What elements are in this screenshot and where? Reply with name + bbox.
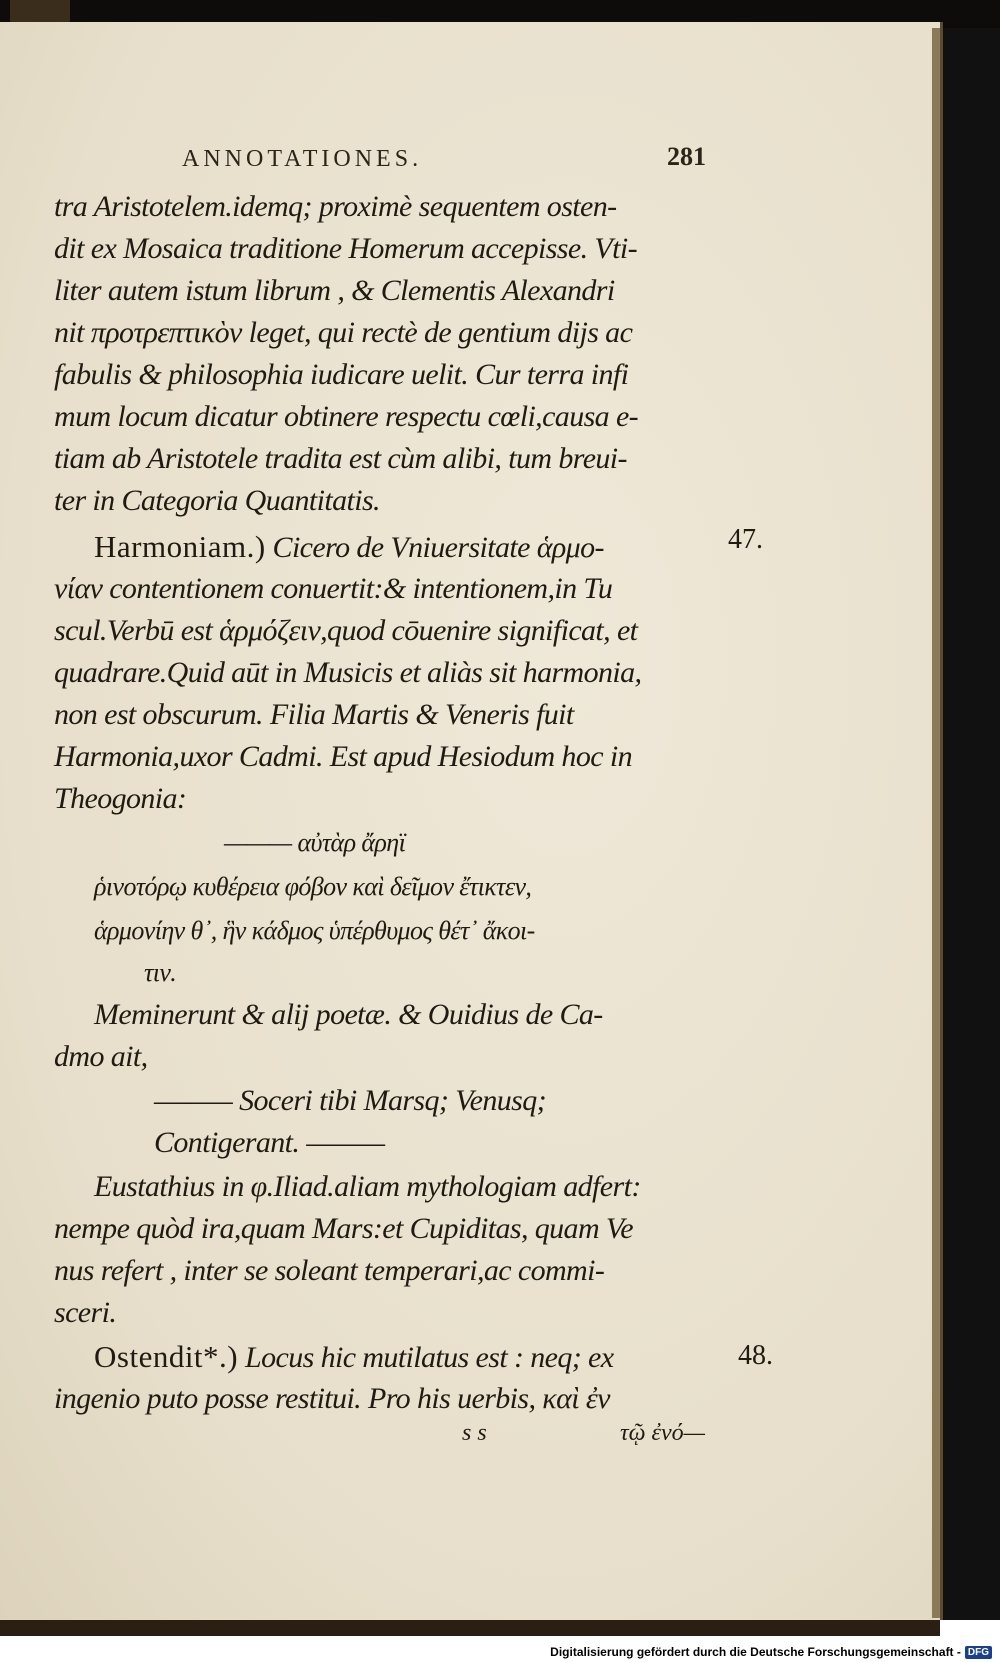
text-line: ter in Categoria Quantitatis. <box>54 484 380 517</box>
running-head: ANNOTATIONES. <box>182 146 423 172</box>
text-line: sceri. <box>54 1296 117 1329</box>
text-line: ingenio puto posse restitui. Pro his uerbis, καὶ ἐν <box>54 1382 610 1415</box>
text-line: liter autem istum librum , & Clementis Alexandri <box>54 274 615 307</box>
text-line: nus refert , inter se soleant temperari,ac commi- <box>54 1254 605 1287</box>
dfg-logo-icon: DFG <box>965 1646 992 1659</box>
greek-verse: ἁρμονίην θ᾽, ἣν κάδμος ὑπέρθυμος θέτ᾽ ἄκοι- <box>94 916 535 945</box>
greek-verse: ῥινοτόρῳ κυθέρεια φόβον καὶ δεῖμον ἔτικτεν, <box>94 872 532 901</box>
text-span: Cicero de Vniuersitate ἁρμο- <box>265 531 604 564</box>
text-span: Locus hic mutilatus est : neq; ex <box>238 1341 614 1374</box>
greek-verse: τιν. <box>144 958 177 987</box>
text-line: dmo ait, <box>54 1040 148 1073</box>
greek-verse: ——— αὐτὰρ ἄρηϊ <box>224 828 406 857</box>
signature-mark: s s <box>462 1420 487 1446</box>
scan-bottom-edge <box>0 1620 940 1636</box>
text-line: nit προτρεπτικὸν leget, qui rectè de gentium dijs ac <box>54 316 633 349</box>
page-number: 281 <box>667 142 706 171</box>
ostendit-first-line <box>94 1336 718 1379</box>
text-line: nempe quòd ira,quam Mars:et Cupiditas, quam Ve <box>54 1212 634 1245</box>
text-line: Theogonia: <box>54 782 187 815</box>
text-line: mum locum dicatur obtinere respectu cœli,causa e- <box>54 400 639 433</box>
latin-verse: Contigerant. ——— <box>154 1126 385 1159</box>
text-line: dit ex Mosaica traditione Homerum accepisse. Vti- <box>54 232 637 265</box>
book-page <box>0 22 943 1620</box>
digitization-credit <box>550 1645 992 1659</box>
text-line: tiam ab Aristotele tradita est cùm alibi, tum breui- <box>54 442 627 475</box>
lemma-ostendit: Ostendit*.) <box>94 1339 239 1374</box>
lemma-harmoniam: Harmoniam.) <box>94 529 266 564</box>
text-line: νίαν contentionem conuertit:& intentionem,in Tu <box>54 572 613 605</box>
margin-note-47: 47. <box>728 524 763 555</box>
catchword: τῷ ἐνό— <box>620 1420 705 1446</box>
text-line: fabulis & philosophia iudicare uelit. Cur terra infi <box>54 358 629 391</box>
text-line: tra Aristotelem.idemq; proximè sequentem osten- <box>54 190 617 223</box>
text-line: Eustathius in φ.Iliad.aliam mythologiam adfert: <box>94 1170 641 1203</box>
text-line: Meminerunt & alij poetæ. & Ouidius de Ca- <box>94 998 603 1031</box>
text-line: non est obscurum. Filia Martis & Veneris fuit <box>54 698 574 731</box>
text-line: scul.Verbū est ἁρμόζειν,quod cōuenire significat, et <box>54 614 638 647</box>
text-line: quadrare.Quid aūt in Musicis et aliàs sit harmonia, <box>54 656 642 689</box>
page-edge-shadow <box>932 28 940 1618</box>
margin-note-48: 48. <box>738 1340 773 1371</box>
harmoniam-first-line <box>94 526 718 569</box>
latin-verse: ——— Soceri tibi Marsq; Venusq; <box>154 1084 546 1117</box>
credit-text: Digitalisierung gefördert durch die Deutsche Forschungsgemeinschaft - <box>550 1645 961 1659</box>
text-line: Harmonia,uxor Cadmi. Est apud Hesiodum hoc in <box>54 740 632 773</box>
